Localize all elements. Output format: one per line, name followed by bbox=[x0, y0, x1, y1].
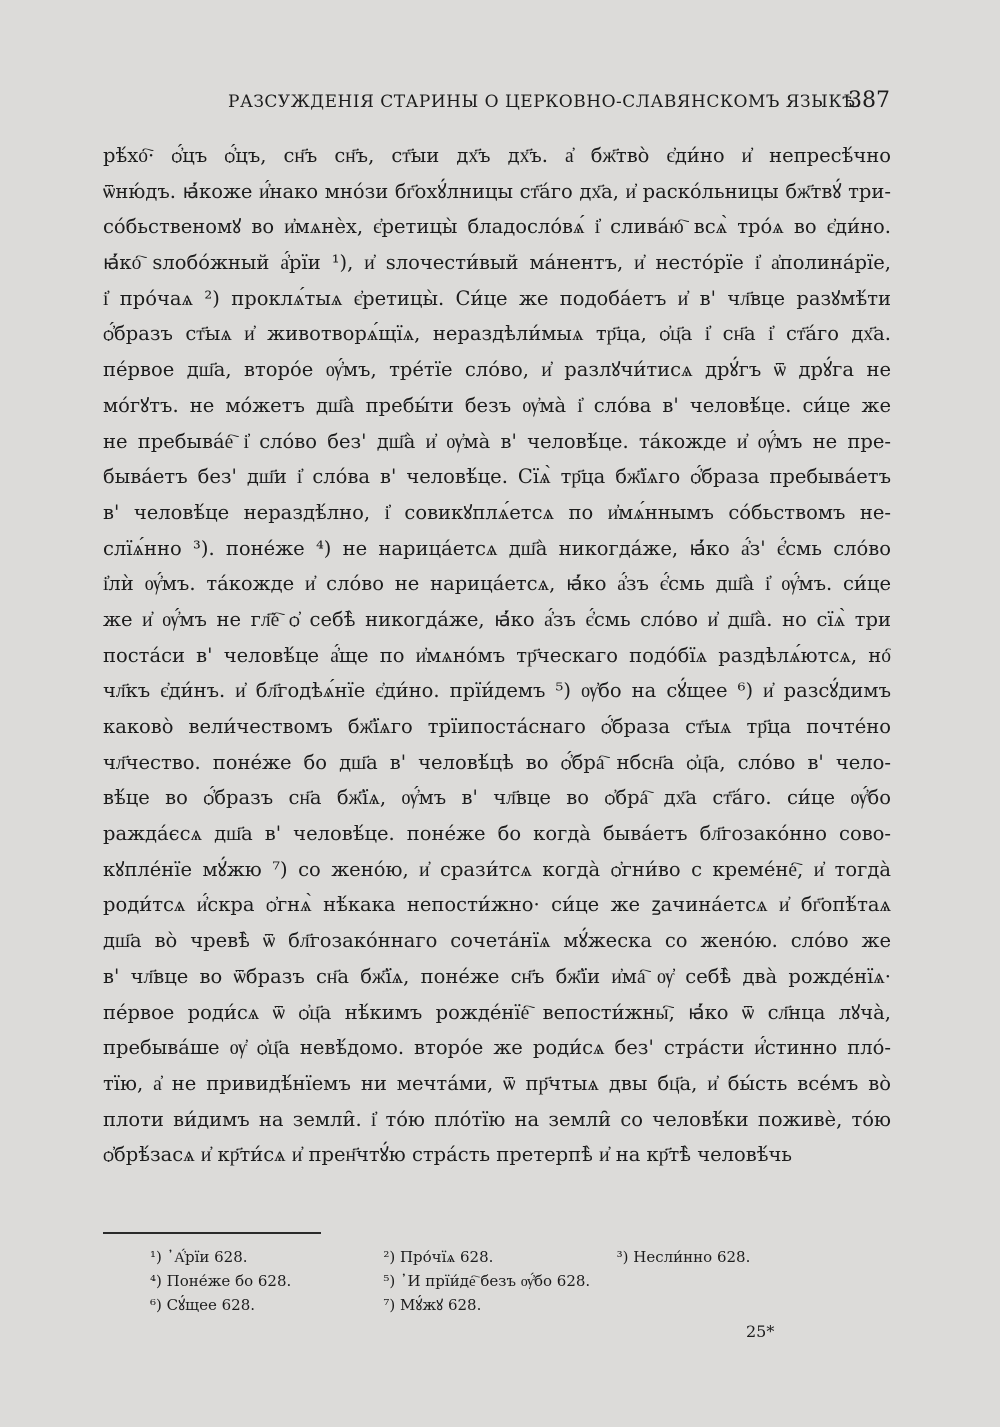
text-line: быва́етъ без' дш҃и і҆ сло́ва в' человѣ́це. Сїѧ̀ тр҃ца бж҃їѧго ѻ҆́браза пребыва́етъ bbox=[103, 465, 891, 489]
text-line: тїю, а҆ не привидѣ́нїемъ ни мечта́ми, ѿ пр҃чтыѧ двы бц҃а, и҆ бы́сть все́мъ во̀ bbox=[103, 1071, 891, 1095]
footnote: ⁶) Сꙋ́щее 628. bbox=[150, 1296, 256, 1314]
text-line: в' человѣ́це нераздѣ́лно, і҆ совикꙋплѧ́етсѧ по и҆мѧ́ннымъ со́бьствомъ не- bbox=[103, 500, 891, 524]
text-line: пребыва́ше ѹ҆ ѻ҆ц҃а невѣ́домо. второ́е же роди́сѧ без' стра́сти и҆́стинно пло́- bbox=[103, 1036, 891, 1060]
text-line: рѣ́хо҇· ѻ҆́цъ ѻ҆́цъ, сн҃ъ сн҃ъ, ст҃ыи дх҃ъ дх҃ъ. а҆ бж҃тво̀ є҆ди́но и҆ непресѣ́чно bbox=[103, 144, 891, 167]
footnote: ⁴) Поне́же бо 628. bbox=[150, 1272, 292, 1290]
text-line: ѻ҆брѣ́засѧ и҆ кр҃ти́сѧ и҆ прен҃чтꙋ́ю стра́сть претерпѣ̀ и҆ на кр҃тѣ̀ человѣ́чь bbox=[103, 1143, 793, 1167]
footnote-row bbox=[150, 1293, 850, 1317]
footnote: ³) Несли́нно 628. bbox=[616, 1248, 751, 1266]
text-line: же и҆ ѹ҆́мъ не гл҃е҇ ѻ҆ себѣ̀ никогда́же, ꙗ҆́ко а҆́зъ є҆́смь сло́во и҆ дш҃а̀. но сїѧ̀ три bbox=[103, 607, 891, 631]
text-line: в' чл҃вце во ѿбразъ сн҃а бж҃їѧ, поне́же сн҃ъ бж҃їи и҆ма҇ ѹ҆ себѣ̀ два̀ рожде́нїѧ· bbox=[103, 964, 891, 988]
running-title: РАЗСУЖДЕНІЯ СТАРИНЫ О ЦЕРКОВНО-СЛАВЯНСКОМЪ ЯЗЫКѢ. bbox=[228, 92, 862, 112]
page-number: 387 bbox=[848, 88, 890, 113]
text-line: ѻ҆́бразъ ст҃ыѧ и҆ животворѧ́щїѧ, нераздѣли́мыѧ тр҃ца, ѻ҆ц҃а і҆ сн҃а і҆ ст҃а́го дх҃а. bbox=[103, 322, 891, 346]
text-line: ꙗ҆́ко҇ ѕлобо́жный а҆́рїи ¹), и҆ ѕлочести́вый ма́нентъ, и҆ несто́рїе і҆ а҆полина́рїе, bbox=[103, 251, 891, 275]
footnote: ²) Про́чїѧ 628. bbox=[383, 1248, 494, 1266]
footnote: ⁵) ᾿И прїи́де҇ безъ ѹ҆́бо 628. bbox=[383, 1272, 591, 1290]
footnote-row bbox=[150, 1269, 850, 1293]
signature-mark: 25* bbox=[746, 1322, 775, 1341]
text-line: плоти ви́димъ на земли̑. і҆ то́ю пло́тїю на земли̑ со человѣ́ки поживѐ, то́ю bbox=[103, 1107, 891, 1131]
text-line: чл҃къ є҆ди́нъ. и҆ бл҃годѣѧ́нїе є҆ди́но. прїи́демъ ⁵) ѹ҆бо на сꙋ́щее ⁶) и҆ разсꙋ́димъ bbox=[103, 679, 891, 703]
text-line: не пребыва́е҇ і҆ сло́во без' дш҃а̀ и҆ ѹ҆ма̀ в' человѣ́це. та́кожде и҆ ѹ҆́мъ не пре- bbox=[103, 429, 891, 453]
footnote bbox=[617, 1269, 850, 1293]
text-line: поста́си в' человѣ́це а҆́ще по и҆мѧно́мъ тр҃ческаго подо́бїѧ раздѣлѧ́ютсѧ, но҇ bbox=[103, 643, 891, 667]
text-line: пе́рвое дш҃а, второ́е ѹ҆́мъ, тре́тїе сло́во, и҆ разлꙋчи́тисѧ дрꙋ́гъ ѿ дрꙋ́га не bbox=[103, 358, 891, 382]
text-line: со́бьственомꙋ во и҆мѧнѐх, є҆ретицы̀ бладосло́вѧ́ і҆ слива́ю҇ всѧ̀ тро́ѧ во є҆ди́но. bbox=[103, 215, 891, 239]
text-line: ражда́єсѧ дш҃а в' человѣ́це. поне́же бо когда̀ быва́етъ бл҃гозако́нно сово- bbox=[103, 822, 891, 846]
text-line: ѿню́дъ. ꙗ҆́коже и҆́нако мно́зи бг҃охꙋ́лницы ст҃а́го дх҃а, и҆ раско́льницы бж҃твꙋ́ три- bbox=[103, 179, 891, 203]
footnote: ¹) ᾿А҆́рїи 628. bbox=[150, 1248, 248, 1266]
text-line: слїѧ́нно ³). поне́же ⁴) не нарица́етсѧ дш҃а̀ никогда́же, ꙗ҆́ко а҆́з' є҆́смь сло́во bbox=[103, 536, 891, 560]
text-line: пе́рвое роди́сѧ ѿ ѻ҆ц҃а нѣ́кимъ рожде́нїе҇ вепости́жны҇, ꙗ҆́ко ѿ сл҃нца лꙋча̀, bbox=[103, 1000, 891, 1024]
text-line: і҆лѝ ѹ҆́мъ. та́кожде и҆ сло́во не нарица́етсѧ, ꙗ҆́ко а҆́зъ є҆́смь дш҃а̀ і҆ ѹ҆́мъ. си́це bbox=[103, 572, 891, 596]
footnotes bbox=[150, 1245, 850, 1317]
footnote-divider bbox=[103, 1232, 321, 1234]
text-line: кꙋпле́нїе мꙋ́жю ⁷) со жено́ю, и҆ срази́тсѧ когда̀ ѻ҆гни́во с креме́не҇, и҆ тогда̀ bbox=[103, 857, 891, 881]
text-line: і҆ про́чаѧ ²) проклѧ́тыѧ є҆ретицы̀. Си́це же подоба́етъ и҆ в' чл҃вце разꙋмѣ́ти bbox=[103, 286, 891, 310]
text-line: мо́гꙋтъ. не мо́жетъ дш҃а̀ пребы́ти безъ ѹ҆ма̀ і҆ сло́ва в' человѣ́це. си́це же bbox=[103, 393, 891, 417]
text-line: роди́тсѧ и҆́скра ѻ҆гнѧ̀ нѣ́кака непости́жно· си́це же ꙁачина́етсѧ и҆ бг҃опѣ́таѧ bbox=[103, 893, 891, 917]
text-line: чл҃чество. поне́же бо дш҃а в' человѣ́цѣ во ѻ҆́бра҇ нбсн҃а ѻ҆ц҃а, сло́во в' чело- bbox=[103, 750, 891, 774]
footnote-row bbox=[150, 1245, 850, 1269]
text-line: вѣ́це во ѻ҆́бразъ сн҃а бж҃їѧ, ѹ҆́мъ в' чл҃вце во ѻ҆бра҇ дх҃а ст҃а́го. си́це ѹ҆́бо bbox=[103, 786, 891, 810]
text-line: дш҃а во̀ чревѣ̀ ѿ бл҃гозако́ннаго сочета́нїѧ мꙋ́жеска со жено́ю. сло́во же bbox=[103, 929, 891, 953]
body-text bbox=[103, 138, 891, 1173]
footnote: ⁷) Мꙋ́жꙋ 628. bbox=[383, 1296, 482, 1314]
text-line: каково̀ вели́чествомъ бж҃їѧго трїипоста́снаго ѻ҆́браза ст҃ыѧ тр҃ца почте́но bbox=[103, 715, 891, 738]
footnote bbox=[617, 1293, 850, 1317]
